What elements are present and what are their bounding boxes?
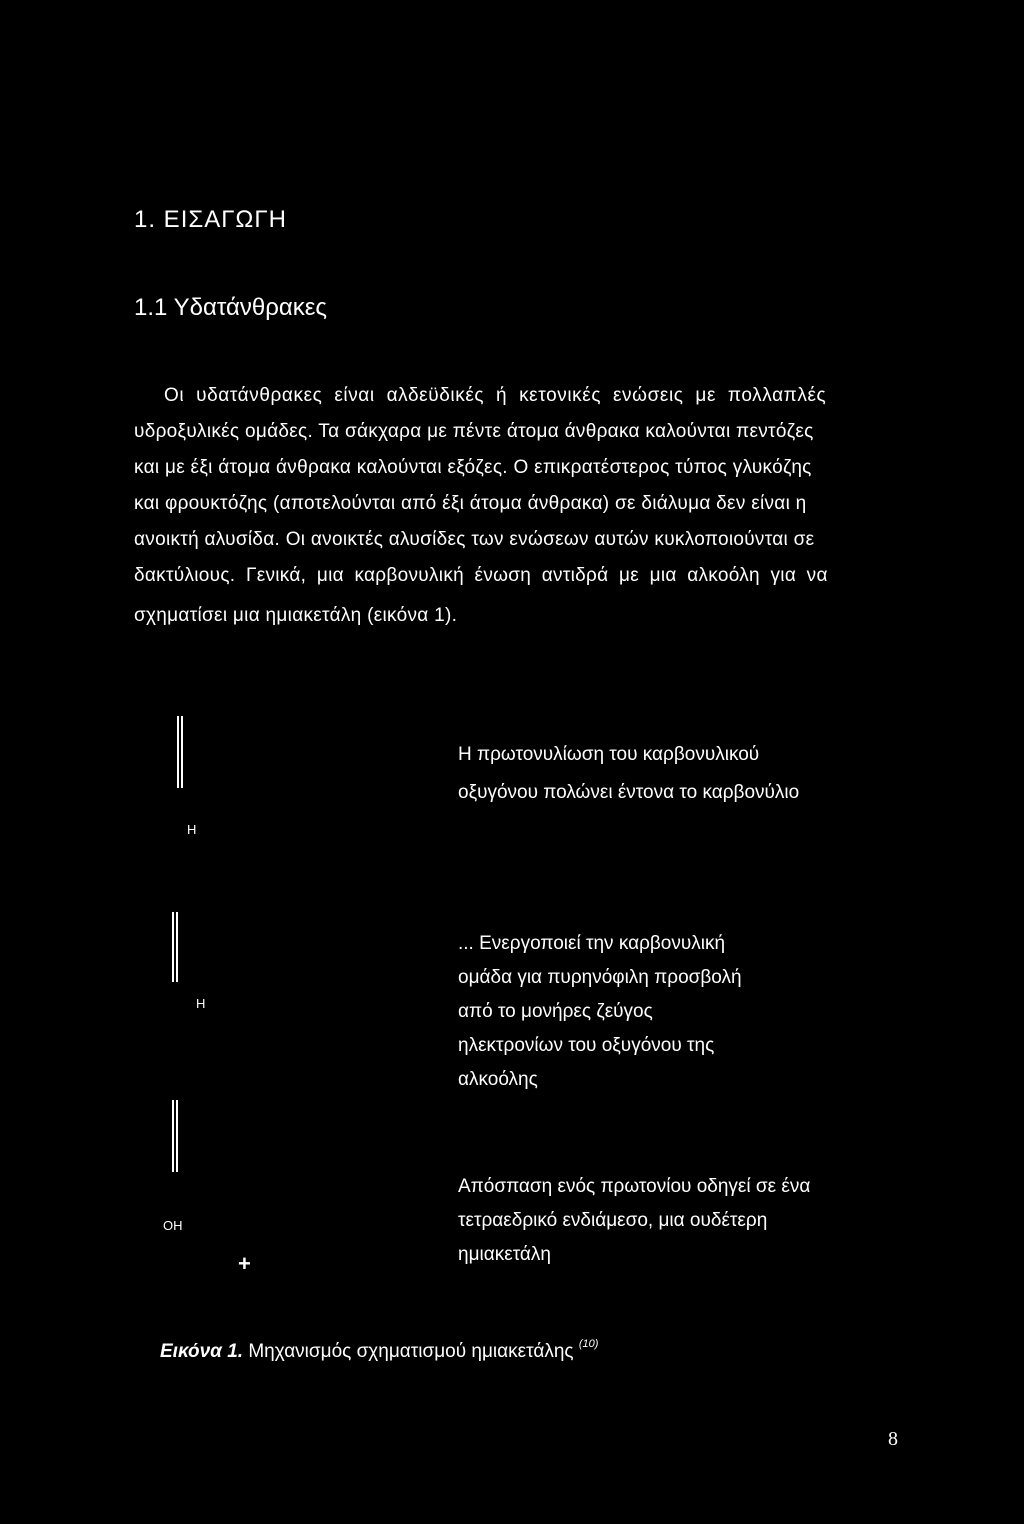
step-line: από το μονήρες ζεύγος bbox=[458, 1001, 653, 1022]
double-bond-line bbox=[177, 716, 179, 788]
mechanism-step-2 bbox=[458, 927, 742, 1097]
step-line: αλκοόλης bbox=[458, 1069, 538, 1090]
paragraph-line: σχηματίσει μια ημιακετάλη (εικόνα 1). bbox=[134, 605, 458, 626]
step-line: ηλεκτρονίων του οξυγόνου της bbox=[458, 1035, 715, 1056]
plus-sign: + bbox=[238, 1251, 251, 1276]
atom-label-h: H bbox=[187, 822, 197, 837]
section-title: 1.1 Υδατάνθρακες bbox=[134, 294, 327, 321]
paragraph-line: υδροξυλικές ομάδες. Τα σάκχαρα με πέντε άτομα άνθρακα καλούνται πεντόζες bbox=[134, 421, 814, 442]
chapter-title: 1. ΕΙΣΑΓΩΓΗ bbox=[134, 206, 287, 233]
paragraph-line: Οι υδατάνθρακες είναι αλδεϋδικές ή κετονικές ενώσεις με πολλαπλές bbox=[164, 385, 827, 406]
mechanism-step-1 bbox=[458, 738, 799, 810]
caption-label: Εικόνα 1. bbox=[160, 1341, 244, 1362]
page-number: 8 bbox=[888, 1428, 898, 1450]
step-line: ημιακετάλη bbox=[458, 1244, 551, 1265]
step-line: ... Ενεργοποιεί την καρβονυλική bbox=[458, 933, 726, 954]
caption-text: Μηχανισμός σχηματισμού ημιακετάλης bbox=[243, 1341, 579, 1362]
paragraph-line: δακτύλιους. Γενικά, μια καρβονυλική ένωση αντιδρά με μια αλκοόλη για να bbox=[134, 565, 828, 586]
step-line: τετραεδρικό ενδιάμεσο, μια ουδέτερη bbox=[458, 1210, 768, 1231]
step-line: οξυγόνου πολώνει έντονα το καρβονύλιο bbox=[458, 782, 800, 803]
step-line: Η πρωτονυλίωση του καρβονυλικού bbox=[458, 744, 760, 765]
double-bond-line bbox=[176, 1100, 178, 1172]
mechanism-step-3 bbox=[458, 1170, 810, 1272]
caption-reference: (10) bbox=[578, 1338, 599, 1350]
double-bond-line bbox=[172, 912, 174, 982]
step-line: Απόσπαση ενός πρωτονίου οδηγεί σε ένα bbox=[458, 1176, 811, 1197]
step-line: ομάδα για πυρηνόφιλη προσβολή bbox=[458, 967, 742, 988]
atom-label-h: H bbox=[196, 996, 206, 1011]
paragraph-line: ανοικτή αλυσίδα. Οι ανοικτές αλυσίδες των ενώσεων αυτών κυκλοποιούνται σε bbox=[134, 529, 815, 550]
double-bond-line bbox=[181, 716, 183, 788]
paragraph-line: και φρουκτόζης (αποτελούνται από έξι άτομα άνθρακα) σε διάλυμα δεν είναι η bbox=[134, 493, 807, 514]
paragraph-line: και με έξι άτομα άνθρακα καλούνται εξόζες. Ο επικρατέστερος τύπος γλυκόζης bbox=[134, 457, 812, 478]
figure-caption bbox=[160, 1338, 598, 1363]
double-bond-line bbox=[176, 912, 178, 982]
double-bond-line bbox=[172, 1100, 174, 1172]
atom-label-oh: OH bbox=[163, 1218, 183, 1233]
